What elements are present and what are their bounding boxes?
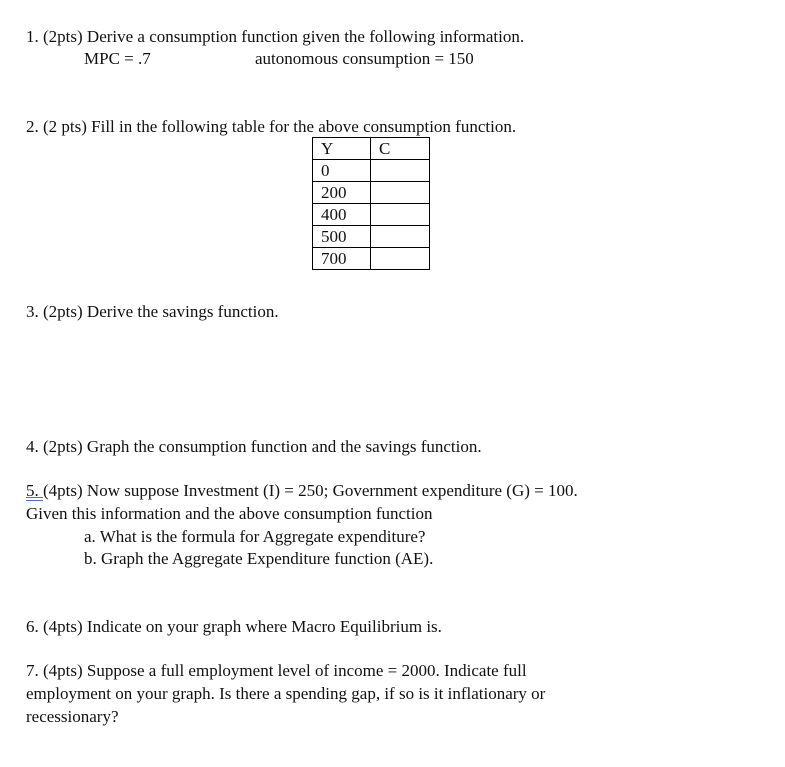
question-7-line3: recessionary? — [26, 707, 119, 726]
cell-y: 200 — [313, 182, 371, 204]
question-5-number: 5. — [26, 481, 43, 500]
question-1: 1. (2pts) Derive a consumption function given the following information. — [26, 27, 525, 46]
cell-y: 500 — [313, 226, 371, 248]
cell-c[interactable] — [371, 248, 430, 270]
table-row — [313, 160, 430, 182]
question-7-line2: employment on your graph. Is there a spending gap, if so is it inflationary or — [26, 684, 546, 703]
cell-c[interactable] — [371, 160, 430, 182]
table-header-row — [313, 138, 430, 160]
table-row — [313, 248, 430, 270]
question-5b: b. Graph the Aggregate Expenditure function (AE). — [84, 549, 434, 568]
cell-c[interactable] — [371, 204, 430, 226]
table-row — [313, 182, 430, 204]
question-5 — [26, 480, 578, 502]
mpc-value: MPC = .7 — [84, 49, 151, 68]
cell-y: 0 — [313, 160, 371, 182]
question-5-line2: Given this information and the above consumption function — [26, 504, 433, 523]
header-y: Y — [313, 138, 371, 160]
cell-y: 400 — [313, 204, 371, 226]
question-5a: a. What is the formula for Aggregate expenditure? — [84, 527, 426, 546]
cell-c[interactable] — [371, 182, 430, 204]
consumption-table — [312, 137, 430, 270]
table-row — [313, 226, 430, 248]
question-2: 2. (2 pts) Fill in the following table for the above consumption function. — [26, 117, 517, 136]
autonomous-consumption: autonomous consumption = 150 — [255, 49, 474, 68]
question-7-line1: 7. (4pts) Suppose a full employment level of income = 2000. Indicate full — [26, 661, 527, 680]
table-row — [313, 204, 430, 226]
cell-c[interactable] — [371, 226, 430, 248]
question-4: 4. (2pts) Graph the consumption function and the savings function. — [26, 437, 482, 456]
question-5-text: (4pts) Now suppose Investment (I) = 250; Government expenditure (G) = 100. — [43, 481, 578, 500]
cell-y: 700 — [313, 248, 371, 270]
header-c: C — [371, 138, 430, 160]
question-3: 3. (2pts) Derive the savings function. — [26, 302, 279, 321]
question-6: 6. (4pts) Indicate on your graph where Macro Equilibrium is. — [26, 617, 442, 636]
